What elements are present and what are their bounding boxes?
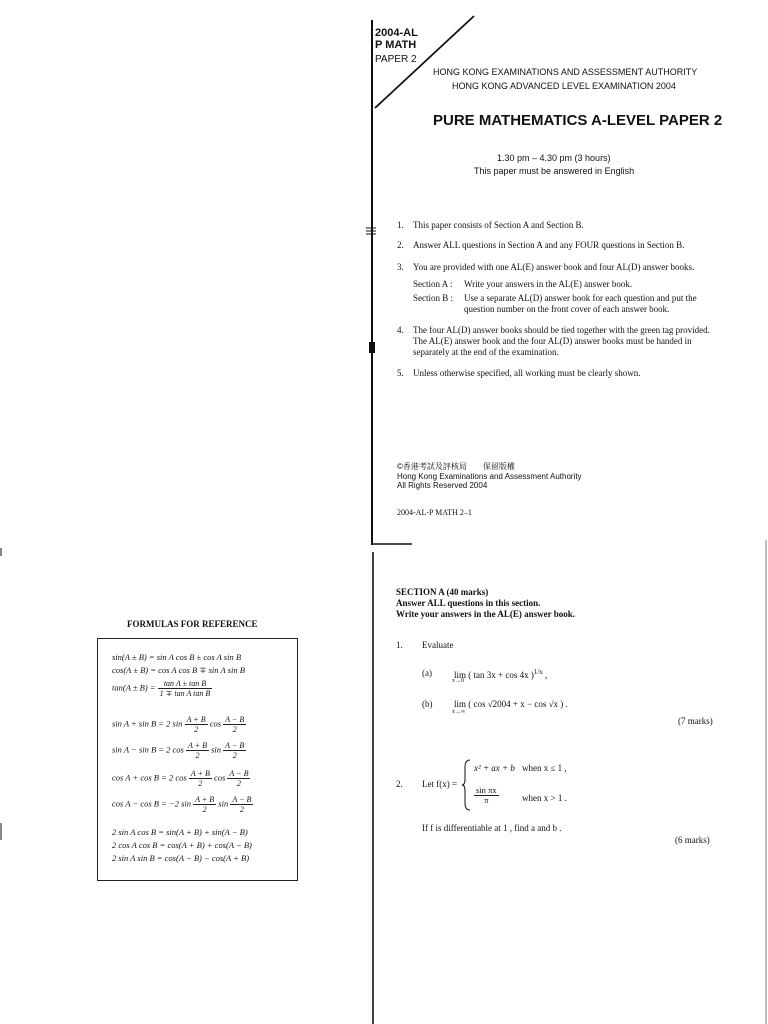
- formula-trig: cos: [209, 718, 222, 729]
- instruction-item: [397, 368, 717, 380]
- fraction-numerator: A + B: [186, 715, 206, 724]
- formula-box: [97, 638, 298, 881]
- fraction-denominator: 2: [232, 751, 237, 760]
- formula-sum-to-product: [112, 741, 246, 760]
- piecewise-brace: [462, 759, 472, 811]
- fraction-numerator: A − B: [225, 741, 245, 750]
- function-def-lhs: Let f(x) =: [422, 779, 458, 789]
- instruction-number: 2.: [397, 240, 404, 250]
- question-number: 1.: [396, 640, 403, 650]
- tag-year: 2004-AL: [375, 27, 418, 39]
- tag-paper: PAPER 2: [375, 54, 417, 65]
- formula-fraction: [230, 795, 253, 814]
- question-marks: (7 marks): [678, 716, 713, 726]
- instruction-number: 1.: [397, 220, 404, 230]
- formula-fraction: [227, 769, 250, 788]
- piecewise-condition: when x > 1 .: [522, 793, 567, 803]
- formula-lhs: sin A + sin B = 2 sin: [112, 718, 183, 729]
- tag-subject: P MATH: [375, 39, 417, 51]
- formula-trig: sin: [211, 744, 222, 755]
- page-code: 2004-AL-P MATH 2–1: [397, 508, 472, 517]
- question-stem: Evaluate: [422, 640, 454, 650]
- fraction-denominator: 2: [194, 725, 199, 734]
- fraction-numerator: A − B: [232, 795, 252, 804]
- formulas-heading: FORMULAS FOR REFERENCE: [127, 619, 258, 629]
- formula-product-1: 2 sin A cos B = sin(A + B) + sin(A − B): [112, 827, 248, 837]
- formula-sum-to-product: [112, 795, 253, 814]
- fraction-numerator: A + B: [195, 795, 215, 804]
- formula-trig: sin: [218, 798, 229, 809]
- instruction-item: [397, 240, 717, 252]
- instruction-number: 5.: [397, 368, 404, 378]
- authority-name: HONG KONG EXAMINATIONS AND ASSESSMENT AUTHORITY: [433, 67, 698, 77]
- instruction-text: You are provided with one AL(E) answer book and four AL(D) answer books.: [413, 262, 695, 272]
- formula-fraction: [193, 795, 216, 814]
- fraction-numerator: A − B: [229, 769, 249, 778]
- copyright-chinese: ©香港考試及評核局 保留版權: [397, 462, 515, 471]
- limit-subscript: x→0: [452, 678, 464, 684]
- formula-fraction: [189, 769, 212, 788]
- section-a-instruction: Write your answers in the AL(E) answer book.: [396, 609, 576, 619]
- formula-lhs: cos A − cos B = −2 sin: [112, 798, 191, 809]
- instruction-item: [397, 220, 717, 232]
- page-title: PURE MATHEMATICS A-LEVEL PAPER 2: [433, 112, 723, 129]
- formula-lhs: tan(A ± B) =: [112, 682, 156, 693]
- formula-fraction: [185, 715, 208, 734]
- limit-exponent: 1/x: [533, 668, 543, 676]
- exam-name: HONG KONG ADVANCED LEVEL EXAMINATION 2004: [452, 81, 676, 91]
- piecewise-condition: when x ≤ 1 ,: [522, 763, 567, 773]
- fraction-denominator: 2: [236, 779, 241, 788]
- section-b-text: Use a separate AL(D) answer book for each question and put the question number on the front cover of each answer book.: [464, 293, 697, 314]
- part-label: (a): [422, 668, 432, 678]
- section-a-instruction: Answer ALL questions in this section.: [396, 598, 541, 608]
- limit-body: lim ( tan 3x + cos 4x ): [454, 670, 534, 680]
- instruction-text: Unless otherwise specified, all working must be clearly shown.: [413, 368, 641, 378]
- question-number: 2.: [396, 779, 403, 789]
- question-marks: (6 marks): [675, 835, 710, 845]
- fraction-numerator: tan A ± tan B: [158, 679, 213, 689]
- fraction-numerator: sin πx: [476, 785, 497, 795]
- formula-sum-to-product: [112, 715, 246, 734]
- exam-time: 1.30 pm – 4.30 pm (3 hours): [497, 153, 611, 163]
- instruction-item: [397, 325, 717, 359]
- fraction-denominator: 2: [202, 805, 207, 814]
- margin-mark: [369, 342, 375, 353]
- formula-fraction: [474, 786, 499, 805]
- formula-tan-sum: [112, 679, 212, 698]
- instruction-item: [397, 262, 717, 274]
- instruction-text: Answer ALL questions in Section A and any FOUR questions in Section B.: [413, 240, 685, 250]
- fraction-numerator: A + B: [187, 741, 207, 750]
- fraction-denominator: 2: [239, 805, 244, 814]
- limit-expression: [454, 668, 547, 680]
- fraction-numerator: A − B: [225, 715, 245, 724]
- formula-product-2: 2 cos A cos B = cos(A + B) + cos(A − B): [112, 840, 252, 850]
- instruction-number: 3.: [397, 262, 404, 272]
- instruction-number: 4.: [397, 325, 404, 335]
- formula-sum-to-product: [112, 769, 250, 788]
- formula-cos-sum: cos(A ± B) = cos A cos B ∓ sin A sin B: [112, 665, 245, 675]
- formula-sin-sum: sin(A ± B) = sin A cos B ± cos A sin B: [112, 652, 242, 662]
- fraction-denominator: 1 ∓ tan A tan B: [159, 689, 211, 698]
- copyright-rights: All Rights Reserved 2004: [397, 481, 488, 490]
- instruction-text: This paper consists of Section A and Section B.: [413, 220, 584, 230]
- fraction-denominator: 2: [198, 779, 203, 788]
- part-label: (b): [422, 699, 433, 709]
- fraction-denominator: 2: [195, 751, 200, 760]
- question-stem: If f is differentiable at 1 , find a and b .: [422, 823, 562, 833]
- fraction-denominator: 2: [232, 725, 237, 734]
- language-note: This paper must be answered in English: [474, 166, 635, 176]
- formula-fraction: [186, 741, 209, 760]
- formula-lhs: sin A − sin B = 2 cos: [112, 744, 184, 755]
- copyright-org: Hong Kong Examinations and Assessment Authority: [397, 472, 582, 481]
- section-a-label: Section A :: [413, 279, 453, 289]
- piecewise-case: x² + ax + b: [474, 763, 515, 773]
- section-a-heading: SECTION A (40 marks): [396, 587, 489, 597]
- fraction-numerator: A + B: [190, 769, 210, 778]
- section-a-text: Write your answers in the AL(E) answer book.: [464, 279, 633, 289]
- formula-fraction: [223, 741, 246, 760]
- section-b-label: Section B :: [413, 293, 453, 303]
- fraction-denominator: π: [484, 795, 489, 805]
- limit-subscript: x→∞: [452, 709, 466, 715]
- formula-trig: cos: [213, 772, 226, 783]
- instruction-text: The four AL(D) answer books should be tied together with the green tag provided. The AL(E) answer book and the four AL(D) answer books must be handed in separately at the end of the examination.: [413, 325, 710, 357]
- limit-expression: lim ( cos √2004 + x − cos √x ) .: [454, 699, 568, 709]
- formula-lhs: cos A + cos B = 2 cos: [112, 772, 187, 783]
- paper-tag: [375, 27, 418, 66]
- section-b-note: [413, 293, 714, 317]
- limit-punct: ,: [545, 670, 548, 680]
- formula-product-3: 2 sin A sin B = cos(A − B) − cos(A + B): [112, 853, 250, 863]
- formula-fraction: [158, 679, 213, 698]
- formula-fraction: [223, 715, 246, 734]
- piecewise-case: [474, 786, 499, 805]
